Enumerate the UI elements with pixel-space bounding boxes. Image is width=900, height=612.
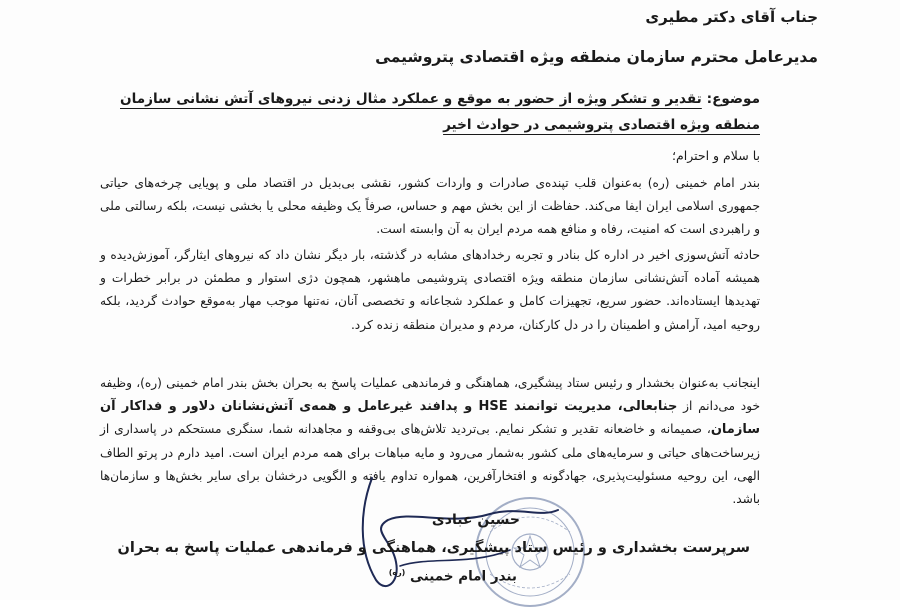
paragraph-3-highlight: جنابعالی، مدیریت توانمند HSE و پدافند غیرعامل و همه‌ی آتش‌نشانان دلاور و فداکار آن سازمان	[100, 399, 760, 438]
greeting: با سلام و احترام؛	[672, 148, 760, 163]
signer-organization	[389, 568, 517, 585]
body-paragraph-1: بندر امام خمینی (ره) به‌عنوان قلب تپنده‌ی صادرات و واردات کشور، نقشی بی‌بدیل در اقتصاد ملی و پویایی چرخه‌های حیاتی جمهوری اسلامی ایران ایفا می‌کند. حفاظت از این بخش مهم و حساس، صرفاً یک وظیفه محلی یا بخشی نیست، بلکه رسالتی ملی و راهبردی است که امنیت، رفاه و منافع همه مردم ایران به آن وابسته است.	[100, 176, 760, 237]
subject-label: موضوع:	[706, 91, 760, 107]
paragraph-3-closing: ، صمیمانه و خاضعانه تقدیر و تشکر نمایم. بی‌تردید تلاش‌های بی‌وقفه و مجاهدانه شما، سنگری مستحکم در پاسداری از زیرساخت‌های حیاتی و سرمایه‌های ملی کشور به‌شمار می‌رود و مایه مباهات برای همه مردم ایران است. امید دارم در پرتو الطاف الهی، این روحیه مسئولیت‌پذیری، جهادگونه و افتخارآفرین، همواره تداوم یافته و الگویی درخشان برای سایر بخش‌ها و سازمان‌ها باشد.	[100, 422, 760, 507]
signer-organization-name: بندر امام خمینی	[410, 568, 517, 585]
recipient-title: مدیرعامل محترم سازمان منطقه ویژه اقتصادی پتروشیمی	[375, 48, 818, 66]
subject-text: تقدیر و تشکر ویژه از حضور به موقع و عملکرد مثال زدنی نیروهای آتش نشانی سازمان منطقه ویژه اقتصادی پتروشیمی در حوادث اخیر	[120, 91, 760, 133]
body-paragraph-2: حادثه آتش‌سوزی اخیر در اداره کل بنادر و تجربه رخدادهای مشابه در گذشته، بار دیگر نشان داد که نیروهای ایثارگر، آموزش‌دیده و همیشه آماده آتش‌نشانی سازمان منطقه ویژه اقتصادی پتروشیمی ماهشهر، همچون دژی استوار و مطمئن در برابر خطرات و تهدیدها ایستاده‌اند. حضور سریع، تجهیزات کامل و عملکرد شجاعانه و تخصصی آنان، نه‌تنها موجب مهار به‌موقع حوادث گردید، بلکه روحیه امید، آرامش و اطمینان را در دل کارکنان، مردم و مدیران منطقه زنده کرد.	[100, 248, 760, 332]
signer-name: حسین عبادی	[431, 512, 520, 528]
signer-organization-suffix: (ره)	[388, 568, 406, 577]
paragraph-3-intro: اینجانب به‌عنوان بخشدار و رئیس ستاد پیشگیری، هماهنگی و فرماندهی عملیات پاسخ به بحران بخش بندر امام خمینی (ره)، وظیفه خود می‌دانم از	[100, 376, 761, 414]
recipient-name: جناب آقای دکتر مطیری	[645, 8, 818, 26]
signer-title: سرپرست بخشداری و رئیس ستاد پیشگیری، هماهنگی و فرماندهی عملیات پاسخ به بحران	[117, 540, 750, 556]
subject-line	[120, 86, 760, 138]
